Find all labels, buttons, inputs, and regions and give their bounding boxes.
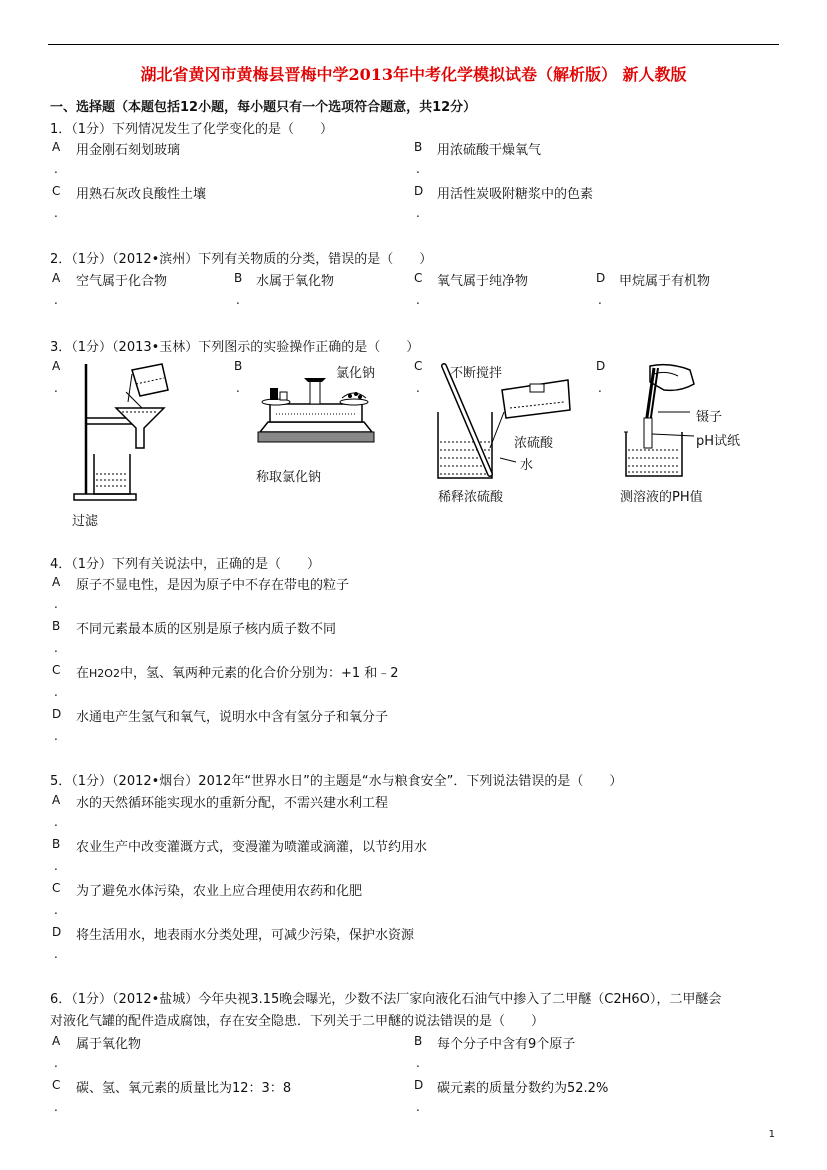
- filtration-figure: [70, 362, 180, 507]
- option-letter: C: [52, 663, 61, 677]
- option-dot: .: [54, 1056, 58, 1070]
- water-label: 水: [520, 458, 534, 473]
- question-5-stem: 5．（1分）（2012•烟台）2012年“世界水日”的主题是“水与粮食安全”．下列说法错误的是（ ）: [50, 774, 623, 789]
- option-dot: .: [54, 685, 58, 699]
- option-dot: .: [54, 947, 58, 961]
- option-letter: A: [52, 140, 61, 154]
- option-letter: D: [52, 925, 62, 939]
- option-letter: C: [414, 271, 423, 285]
- option-text: 水通电产生氢气和氧气，说明水中含有氢分子和氧分子: [76, 710, 389, 725]
- figure-caption: 稀释浓硫酸: [438, 490, 504, 505]
- option-dot: .: [54, 815, 58, 829]
- option-dot: .: [236, 293, 240, 307]
- page-number: 1: [768, 1129, 775, 1140]
- option-dot: .: [54, 206, 58, 220]
- option-letter: A: [52, 793, 61, 807]
- option-dot: .: [416, 206, 420, 220]
- option-letter: C: [414, 359, 423, 373]
- option-letter: A: [52, 575, 61, 589]
- option-letter: D: [596, 359, 606, 373]
- option-letter: D: [596, 271, 606, 285]
- balance-figure: [256, 372, 376, 452]
- option-dot: .: [598, 293, 602, 307]
- question-3-stem: 3．（1分）（2013•玉林）下列图示的实验操作正确的是（ ）: [50, 340, 420, 355]
- section-heading: 一、选择题（本题包括12小题，每小题只有一个选项符合题意，共12分）: [50, 100, 477, 115]
- option-text: 甲烷属于有机物: [619, 274, 711, 289]
- figure-caption: 测溶液的PH值: [620, 490, 703, 505]
- option-letter: A: [52, 359, 61, 373]
- tweezers-label: 镊子: [696, 410, 723, 425]
- option-letter: B: [52, 619, 61, 633]
- option-dot: .: [54, 729, 58, 743]
- option-letter: A: [52, 1034, 61, 1048]
- option-letter: B: [234, 359, 243, 373]
- option-text: 用熟石灰改良酸性土壤: [76, 187, 207, 202]
- option-text: 碳、氢、氧元素的质量比为12：3：8: [76, 1081, 292, 1096]
- option-text: 原子不显电性，是因为原子中不存在带电的粒子: [76, 578, 350, 593]
- option-letter: C: [52, 881, 61, 895]
- option-letter: A: [52, 271, 61, 285]
- option-dot: .: [54, 903, 58, 917]
- option-text: 为了避免水体污染，农业上应合理使用农药和化肥: [76, 884, 363, 899]
- option-letter: D: [414, 184, 424, 198]
- option-letter: C: [52, 1078, 61, 1092]
- option-letter: B: [414, 140, 423, 154]
- option-text: 水属于氧化物: [256, 274, 335, 289]
- option-letter: B: [52, 837, 61, 851]
- option-dot: .: [416, 1056, 420, 1070]
- chemical-label: 氯化钠: [336, 366, 376, 381]
- option-dot: .: [416, 162, 420, 176]
- option-text: 氧气属于纯净物: [437, 274, 529, 289]
- option-text: 用活性炭吸附糖浆中的色素: [437, 187, 594, 202]
- question-4-stem: 4．（1分）下列有关说法中，正确的是（ ）: [50, 557, 321, 572]
- ph-paper-label: pH试纸: [696, 434, 741, 449]
- option-dot: .: [416, 1100, 420, 1114]
- option-dot: .: [54, 859, 58, 873]
- option-letter: D: [414, 1078, 424, 1092]
- option-dot: .: [54, 1100, 58, 1114]
- option-text: 不同元素最本质的区别是原子核内质子数不同: [76, 622, 337, 637]
- option-text: 用金刚石刻划玻璃: [76, 143, 181, 158]
- text-pre: 在: [76, 666, 90, 681]
- header-rule: [48, 44, 779, 45]
- option-text: 每个分子中含有9个原子: [437, 1037, 576, 1052]
- option-text: 属于氧化物: [76, 1037, 142, 1052]
- option-text: 用浓硫酸干燥氧气: [437, 143, 542, 158]
- option-dot: .: [416, 293, 420, 307]
- option-dot: .: [54, 162, 58, 176]
- option-dot: .: [54, 293, 58, 307]
- text-post: 中，氢、氧两种元素的化合价分别为：+1 和﹣2: [119, 666, 399, 681]
- option-text: 将生活用水，地表雨水分类处理，可减少污染，保护水资源: [76, 928, 415, 943]
- figure-caption: 过滤: [72, 514, 99, 529]
- stir-label: 不断搅拌: [450, 366, 503, 381]
- option-text: 水的天然循环能实现水的重新分配，不需兴建水利工程: [76, 796, 389, 811]
- question-1-stem: 1．（1分）下列情况发生了化学变化的是（ ）: [50, 122, 334, 137]
- question-6-stem-line1: 6．（1分）（2012•盐城）今年央视3.15晚会曝光，少数不法厂家向液化石油气中掺入了二甲醚（C2H6O），二甲醚会: [50, 992, 722, 1007]
- option-text: 农业生产中改变灌溉方式，变漫灌为喷灌或滴灌，以节约用水: [76, 840, 428, 855]
- option-dot: .: [54, 381, 58, 395]
- option-letter: B: [414, 1034, 423, 1048]
- option-text: 碳元素的质量分数约为52.2%: [437, 1081, 609, 1096]
- option-text-formula: [76, 662, 399, 681]
- h2o2-formula: H2O2: [89, 667, 120, 680]
- option-dot: .: [236, 381, 240, 395]
- option-dot: .: [598, 381, 602, 395]
- option-letter: B: [234, 271, 243, 285]
- page-title: 湖北省黄冈市黄梅县晋梅中学2013年中考化学模拟试卷（解析版） 新人教版: [140, 65, 687, 84]
- option-dot: .: [416, 381, 420, 395]
- question-6-stem-line2: 对液化气罐的配件造成腐蚀，存在安全隐患．下列关于二甲醚的说法错误的是（ ）: [50, 1014, 545, 1029]
- option-letter: C: [52, 184, 61, 198]
- figure-caption: 称取氯化钠: [256, 470, 322, 485]
- option-letter: D: [52, 707, 62, 721]
- option-text: 空气属于化合物: [76, 274, 168, 289]
- question-2-stem: 2．（1分）（2012•滨州）下列有关物质的分类，错误的是（ ）: [50, 252, 433, 267]
- acid-label: 浓硫酸: [514, 436, 554, 451]
- option-dot: .: [54, 641, 58, 655]
- option-dot: .: [54, 597, 58, 611]
